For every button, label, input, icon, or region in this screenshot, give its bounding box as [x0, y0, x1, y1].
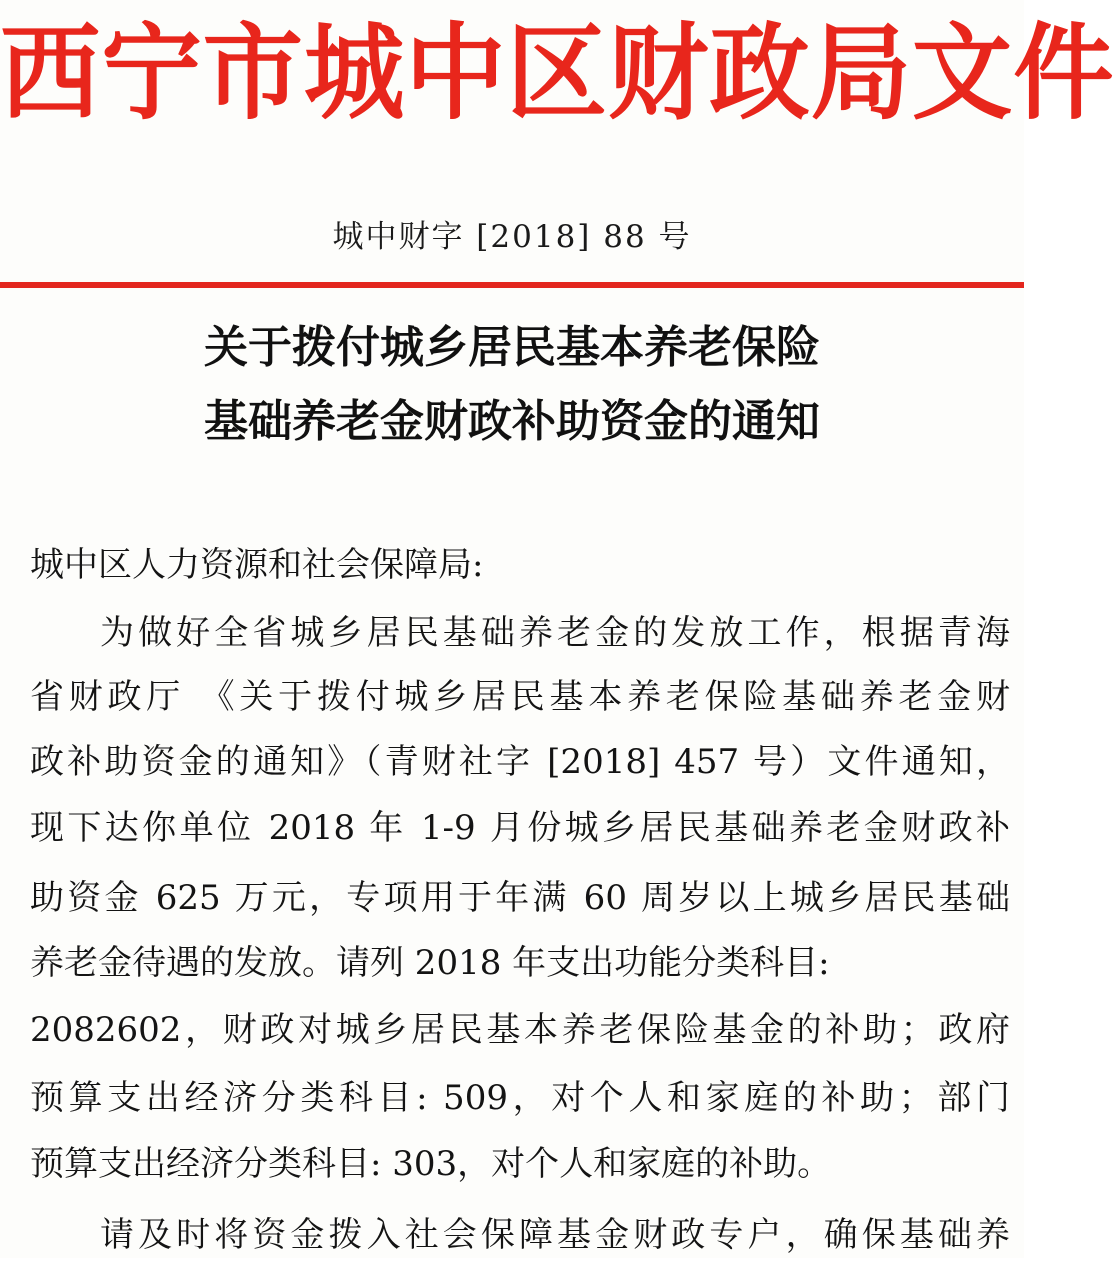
red-divider-line [0, 282, 1024, 288]
document-number: 城中财字 [2018] 88 号 [332, 219, 692, 255]
paragraph-1-line: 省财政厅 《关于拨付城乡居民基本养老保险基础养老金财 [30, 677, 1010, 717]
paragraph-2-line: 请及时将资金拨入社会保障基金财政专户，确保基础养 [100, 1215, 1010, 1255]
paragraph-1-line: 养老金待遇的发放。请列 2018 年支出功能分类科目: [30, 943, 830, 983]
paragraph-1-line: 预算支出经济分类科目: 509，对个人和家庭的补助；部门 [30, 1078, 1010, 1118]
paragraph-1-line: 预算支出经济分类科目: 303，对个人和家庭的补助。 [30, 1144, 832, 1184]
paragraph-1-line: 现下达你单位 2018 年 1-9 月份城乡居民基础养老金财政补 [30, 808, 1010, 848]
paragraph-1-line: 政补助资金的通知》（青财社字 [2018] 457 号）文件通知， [30, 742, 1010, 782]
paragraph-1-line: 助资金 625 万元，专项用于年满 60 周岁以上城乡居民基础 [30, 878, 1010, 918]
addressee: 城中区人力资源和社会保障局: [30, 545, 484, 585]
document-masthead: 西宁市城中区财政局文件 [0, 11, 1115, 134]
document-title-line-1: 关于拨付城乡居民基本养老保险 [204, 322, 820, 373]
document-title-line-2: 基础养老金财政补助资金的通知 [204, 396, 820, 447]
paragraph-1-line: 为做好全省城乡居民基础养老金的发放工作，根据青海 [100, 613, 1010, 653]
paragraph-1-line: 2082602，财政对城乡居民基本养老保险基金的补助；政府 [30, 1010, 1010, 1050]
